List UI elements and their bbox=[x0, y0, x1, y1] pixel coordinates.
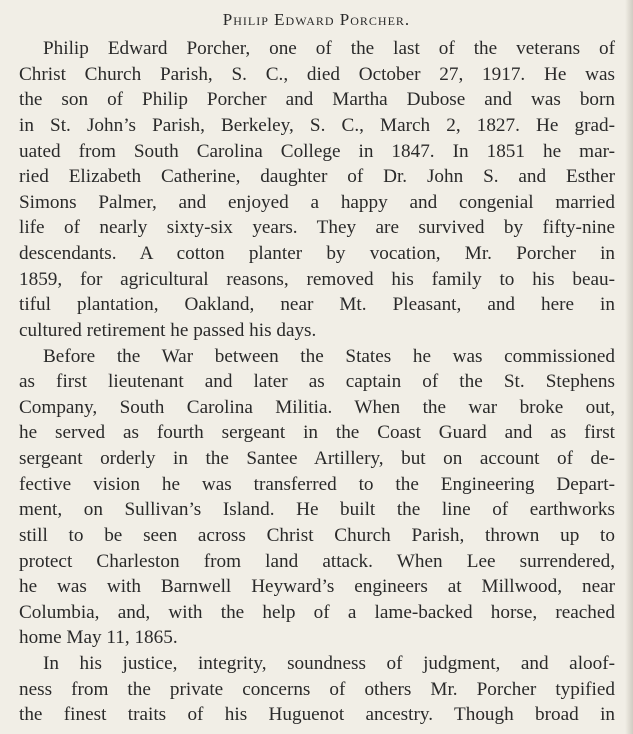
text-line: protect Charleston from land attack. When Lee surrendered, bbox=[19, 550, 615, 572]
text-line: he served as fourth sergeant in the Coast Guard and as first bbox=[19, 422, 615, 444]
text-line: tiful plantation, Oakland, near Mt. Pleasant, and here in bbox=[19, 294, 615, 316]
text-line: cultured retirement he passed his days. bbox=[19, 319, 317, 341]
text-line: Company, South Carolina Militia. When the war broke out, bbox=[19, 396, 615, 418]
text-line: sergeant orderly in the Santee Artillery, but on account of de- bbox=[19, 448, 615, 470]
text-line: ried Elizabeth Catherine, daughter of Dr. John S. and Esther bbox=[19, 166, 615, 188]
text-line: still to be seen across Christ Church Parish, thrown up to bbox=[19, 524, 615, 546]
text-line: he was with Barnwell Heyward’s engineers at Millwood, near bbox=[19, 576, 615, 598]
text-line: Philip Edward Porcher, one of the last of the veterans of bbox=[43, 38, 615, 59]
text-line: 1859, for agricultural reasons, removed his family to his beau- bbox=[19, 268, 615, 290]
text-line: life of nearly sixty-six years. They are survived by fifty-nine bbox=[19, 217, 615, 239]
text-line: descendants. A cotton planter by vocation, Mr. Porcher in bbox=[19, 243, 615, 265]
text-line: as first lieutenant and later as captain of the St. Stephens bbox=[19, 371, 615, 393]
text-line: in St. John’s Parish, Berkeley, S. C., March 2, 1827. He grad- bbox=[19, 114, 615, 136]
text-line: the finest traits of his Huguenot ancestry. Though broad in bbox=[19, 704, 615, 726]
text-line: ment, on Sullivan’s Island. He built the line of earthworks bbox=[19, 499, 615, 521]
text-line: uated from South Carolina College in 1847. In 1851 he mar- bbox=[19, 140, 615, 162]
text-line: Before the War between the States he was commissioned bbox=[43, 345, 615, 367]
text-line: In his justice, integrity, soundness of judgment, and aloof- bbox=[43, 653, 615, 675]
text-line: the son of Philip Porcher and Martha Dubose and was born bbox=[19, 89, 615, 111]
text-line: Simons Palmer, and enjoyed a happy and congenial married bbox=[19, 191, 615, 213]
text-line: Columbia, and, with the help of a lame-backed horse, reached bbox=[19, 601, 615, 623]
text-line: Christ Church Parish, S. C., died October 27, 1917. He was bbox=[19, 63, 615, 85]
page-edge-shadow bbox=[625, 0, 633, 734]
text-line: home May 11, 1865. bbox=[19, 627, 178, 649]
text-line: ness from the private concerns of others Mr. Porcher typified bbox=[19, 678, 615, 700]
article-title: Philip Edward Porcher. bbox=[222, 10, 411, 29]
text-line: fective vision he was transferred to the Engineering Depart- bbox=[19, 473, 615, 495]
